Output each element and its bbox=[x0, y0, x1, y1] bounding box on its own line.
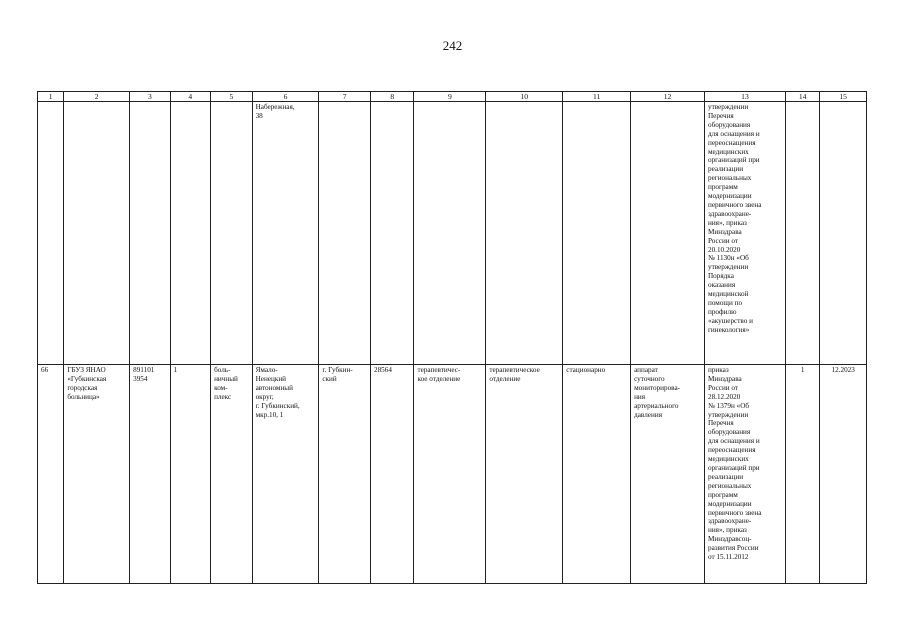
table-cell bbox=[486, 102, 563, 365]
column-header: 9 bbox=[414, 92, 486, 102]
table-row bbox=[38, 365, 867, 584]
table-cell bbox=[64, 102, 130, 365]
header-row bbox=[38, 92, 867, 102]
column-header: 7 bbox=[319, 92, 371, 102]
table-cell bbox=[319, 102, 371, 365]
column-header: 1 bbox=[38, 92, 64, 102]
table-cell: 1 bbox=[170, 365, 210, 584]
table-row-continued bbox=[38, 102, 867, 365]
column-header: 5 bbox=[211, 92, 253, 102]
column-header: 6 bbox=[252, 92, 319, 102]
column-header: 14 bbox=[785, 92, 819, 102]
table-cell bbox=[820, 102, 867, 365]
column-header: 12 bbox=[631, 92, 705, 102]
table-cell bbox=[38, 102, 64, 365]
city-cell: г. Губкин- ский bbox=[319, 365, 371, 584]
inn-cell: 891101 3954 bbox=[130, 365, 170, 584]
row-number-cell: 66 bbox=[38, 365, 64, 584]
table-cell bbox=[170, 102, 210, 365]
column-header: 15 bbox=[820, 92, 867, 102]
column-header: 13 bbox=[704, 92, 785, 102]
address-cell: Набережная, 38 bbox=[252, 102, 319, 365]
equipment-cell: аппарат суточного мониторирова- ния артериального давления bbox=[631, 365, 705, 584]
organization-cell: ГБУЗ ЯНАО «Губкинская городская больница» bbox=[64, 365, 130, 584]
facility-type-cell: боль- ничный ком- плекс bbox=[211, 365, 253, 584]
equipment-table bbox=[37, 91, 867, 584]
department-cell: терапевтичес- кое отделение bbox=[414, 365, 486, 584]
regulation-cell: приказ Минздрава России от 28.12.2020 № 1379н «Об утверждении Перечня оборудования для оснащения и переоснащения медицинских организаций при реализации региональных программ модернизации первичного звена здравоохране- ния», приказ Минздравсоц- развития России от 15.11.2012 bbox=[704, 365, 785, 584]
column-header: 11 bbox=[563, 92, 631, 102]
column-header: 8 bbox=[370, 92, 414, 102]
date-cell: 12.2023 bbox=[820, 365, 867, 584]
care-mode-cell: стационарно bbox=[563, 365, 631, 584]
table-cell bbox=[631, 102, 705, 365]
table-cell bbox=[414, 102, 486, 365]
quantity-cell: 1 bbox=[785, 365, 819, 584]
page-number: 242 bbox=[442, 38, 463, 53]
column-header: 3 bbox=[130, 92, 170, 102]
regulation-cell: утверждении Перечня оборудования для оснащения и переоснащения медицинских организаций при реализации региональных программ модернизации первичного звена здравоохране- ния», приказ Минздрава России от 20.10.2020 № 1130н «Об утверждении Порядка оказания медицинской помощи по профилю «акушерство и гинекология» bbox=[704, 102, 785, 365]
table-cell bbox=[130, 102, 170, 365]
column-header: 4 bbox=[170, 92, 210, 102]
department-cell: терапевтическое отделение bbox=[486, 365, 563, 584]
table-cell bbox=[211, 102, 253, 365]
table-cell bbox=[563, 102, 631, 365]
code-cell: 28564 bbox=[370, 365, 414, 584]
column-header: 2 bbox=[64, 92, 130, 102]
address-cell: Ямало- Ненецкий автономный округ, г. Губкинский, мкр.10, 1 bbox=[252, 365, 319, 584]
table-cell bbox=[785, 102, 819, 365]
table-cell bbox=[370, 102, 414, 365]
column-header: 10 bbox=[486, 92, 563, 102]
